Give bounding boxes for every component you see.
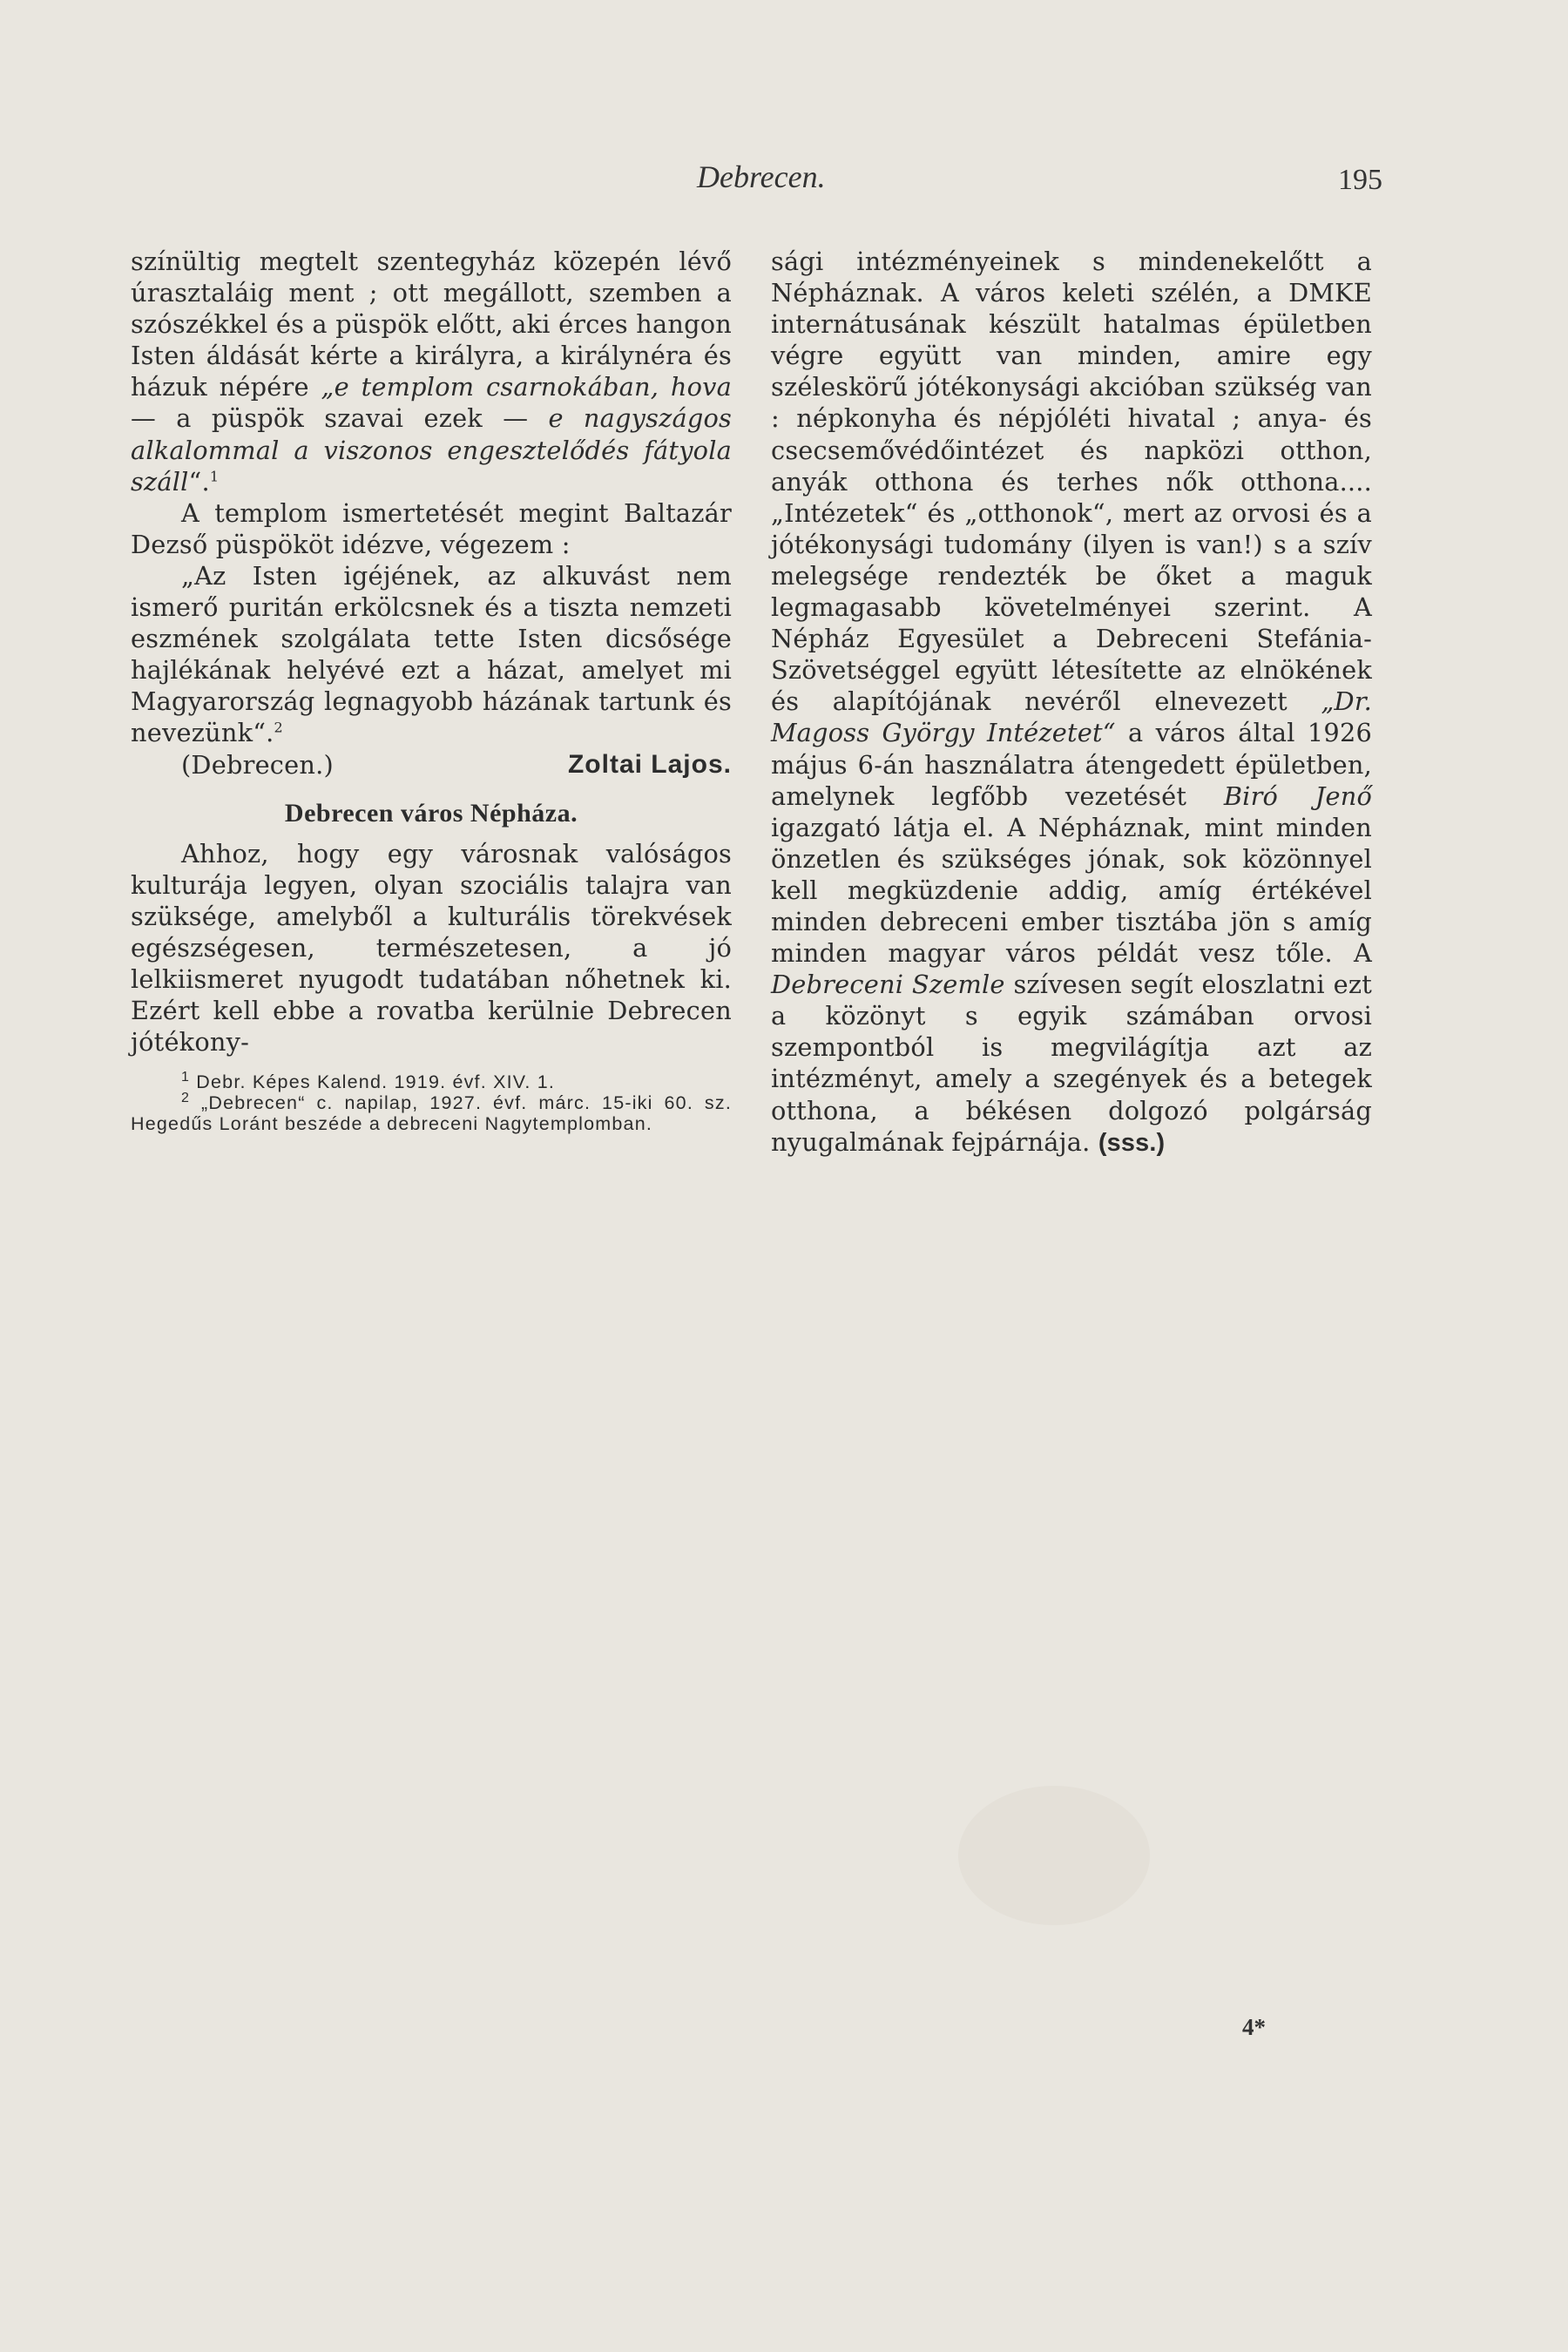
text-run: szívesen segít eloszlatni ezt a közönyt s egyik számában orvosi szempontból is megvilágítja azt az intézményt, amely a szegények és a betegek otthona, a békésen dolgozó polgárság nyugalmának fejpárnája. [771, 970, 1372, 1157]
paragraph [771, 246, 1372, 1159]
paragraph [131, 246, 732, 497]
running-title: Debrecen. [697, 159, 826, 194]
signature-author: Zoltai Lajos. [567, 749, 732, 779]
italic-run: Biró Jenő [1223, 781, 1372, 811]
italic-run: Debreceni Szemle [771, 970, 1005, 1000]
paper-stain [958, 1786, 1150, 1925]
footnote-ref: 2 [274, 719, 283, 736]
quote-paragraph [131, 560, 732, 749]
italic-run: „Dr. Magoss György Intézetet“ [771, 686, 1372, 748]
footnote-ref: 1 [209, 468, 220, 485]
signature-place: (Debrecen.) [181, 749, 334, 780]
footnote-marker: 2 [181, 1091, 191, 1106]
right-column [771, 246, 1372, 1159]
page-number: 195 [1338, 164, 1382, 196]
text-run: a város által 1926 május 6-án használatra átengedett épületben, amelynek legfőbb vezetését [771, 718, 1372, 811]
footnote-text: „Debrecen“ c. napilap, 1927. évf. márc. 15-iki 60. sz. Hegedűs Loránt beszéde a debreceni Nagytemplomban. [131, 1092, 732, 1135]
italic-run: „e templom csarnokában, hova [321, 372, 732, 402]
footnote [131, 1071, 732, 1092]
text-run: “. [188, 466, 210, 497]
text-run: sági intézményeinek s mindenekelőtt a Népháznak. A város keleti szélén, a DMKE internátusának készült hatalmas épületben végre együtt van minden, amire egy széleskörű jótékonysági akcióban szükség van : népkonyha és népjóléti hivatal ; anya- és csecsemővédőintézet és napközi otthon, anyák otthona és terhes nők otthona.... „Intézetek“ és „otthonok“, mert az orvosi és a jótékonysági tudomány (ilyen is van!) s a szív melegsége rendezték be őket a maguk legmagasabb követelményei szerint. A Népház Egyesület a Debreceni Stefánia-Szövetséggel együtt létesítette az elnökének és alapítójának nevéről elnevezett [771, 247, 1372, 717]
paragraph: Ahhoz, hogy egy városnak valóságos kulturája legyen, olyan szociális talajra van szüksége, amelyből a kulturális törekvések egészségesen, természetesen, a jó lelkiismeret nyugodt tudatában nőhetnek ki. Ezért kell ebbe a rovatba kerülnie Debrecen jótékony- [131, 838, 732, 1058]
text-run: színültig megtelt szentegyház közepén lévő úrasztaláig ment ; ott megállott, szemben a szószékkel és a püspök előtt, aki érces hangon Isten áldását kérte a királyra, a királynéra és házuk népére [131, 247, 732, 402]
article-signature [131, 749, 732, 781]
italic-run: e nagyszágos alkalommal a viszonos engesztelődés fátyola száll [131, 403, 732, 497]
text-run: „Az Isten igéjének, az alkuvást nem ismerő puritán erkölcsnek és a tiszta nemzeti eszmének szolgálata tette Isten dicsősége hajlékának helyévé ezt a házat, amelyet mi Magyarország legnagyobb házának tartunk és nevezünk“. [131, 560, 732, 748]
article-signature: (sss.) [1098, 1128, 1166, 1157]
footnote-text: Debr. Képes Kalend. 1919. évf. XIV. 1. [190, 1071, 556, 1093]
section-heading: Debrecen város Népháza. [284, 798, 578, 828]
text-run: — a püspök szavai ezek — [131, 403, 549, 434]
text-run: igazgató látja el. A Népháznak, mint minden önzetlen és szükséges jónak, sok közönnyel kell megküzdenie addig, amíg értékével minden debreceni ember tisztába jön s amíg minden magyar város példát vesz tőle. A [771, 812, 1372, 969]
footnote-marker: 1 [181, 1070, 191, 1085]
paragraph: A templom ismertetését megint Baltazár Dezső püspököt idézve, végezem : [131, 497, 732, 559]
printer-signature-mark: 4* [1242, 2014, 1266, 2040]
left-column [131, 246, 732, 1134]
footnotes [131, 1071, 732, 1134]
footnote [131, 1092, 732, 1134]
running-head [0, 159, 1568, 211]
